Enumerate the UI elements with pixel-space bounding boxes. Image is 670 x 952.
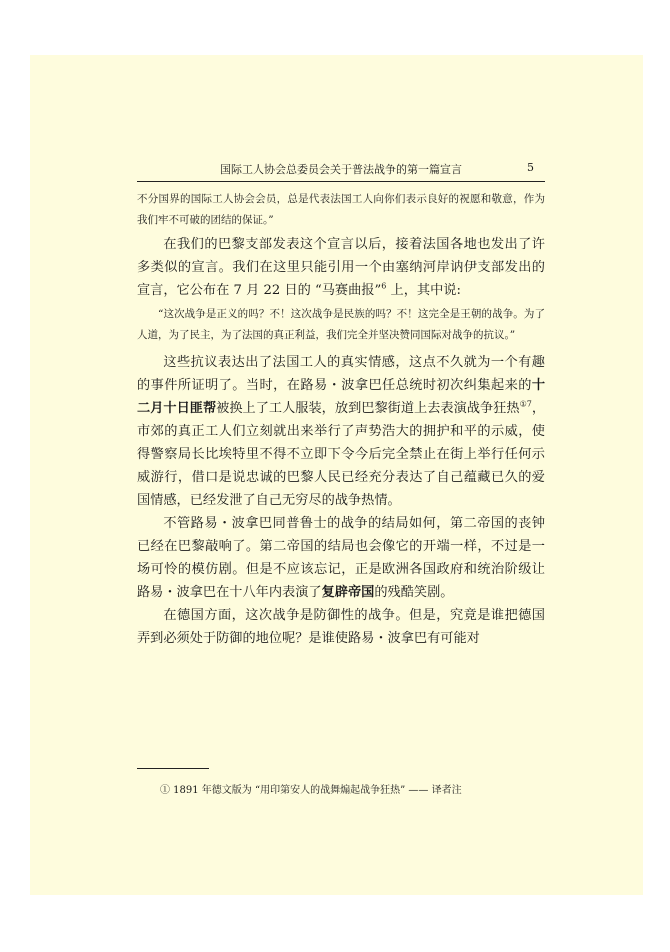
note-reference: 6 bbox=[381, 281, 387, 291]
paragraph: 不管路易・波拿巴同普鲁士的战争的结局如何，第二帝国的丧钟已经在巴黎敲响了。第二帝国的结局也会像它的开端一样，不过是一场可怜的模仿剧。但是不应该忘记，正是欧洲各国政府和统治阶级让路易・波拿巴在十八年内表演了复辟帝国的残酷笑剧。 bbox=[137, 516, 545, 600]
running-header bbox=[0, 0, 670, 190]
block-quote: “这次战争是正义的吗？不！这次战争是民族的吗？不！这完全是王朝的战争。为了人道，为了民主，为了法国的真正利益，我们完全并坚决赞同国际对战争的抗议。” bbox=[137, 308, 545, 341]
header-title: 国际工人协会总委员会关于普法战争的第一篇宣言 bbox=[220, 163, 462, 176]
footnote-rule bbox=[137, 768, 209, 769]
emphasis: 复辟帝国 bbox=[321, 585, 375, 600]
emphasis: 十二月十日匪帮 bbox=[137, 378, 545, 416]
paragraph: 这些抗议表达出了法国工人的真实情感，这点不久就为一个有趣的事件所证明了。当时，在路易・波拿巴任总统时初次纠集起来的十二月十日匪帮被换上了工人服装，放到巴黎街道上去表演战争狂热$^{①7}$，市郊的真正工人们立刻就出来举行了声势浩大的拥护和平的示威，使得警察局长比埃特里不得不立即下令今后完全禁止在街上举行任何示威游行，借口是说忠诚的巴黎人民已经充分表达了自己蕴藏已久的爱国情感，已经发泄了自己无穷尽的战争热情。 bbox=[137, 355, 546, 508]
paragraph: 在我们的巴黎支部发表这个宣言以后，接着法国各地也发出了许多类似的宣言。我们在这里只能引用一个由塞纳河岸讷伊支部发出的宣言，它公布在 7 月 22 日的 “马赛曲报”$^6$ 上，其中说: bbox=[137, 237, 545, 298]
paragraph-continuation: 不分国界的国际工人协会会员，总是代表法国工人向你们表示良好的祝愿和敬意，作为我们牢不可破的团结的保证。” bbox=[137, 193, 545, 226]
main-text bbox=[137, 189, 545, 650]
paragraph: 在德国方面，这次战争是防御性的战争。但是，究竟是谁把德国弄到必须处于防御的地位呢？是谁使路易・波拿巴有可能对 bbox=[137, 608, 545, 646]
footnote: ① 1891 年德文版为 “用印第安人的战舞煽起战争狂热” —— 译者注 bbox=[160, 785, 462, 796]
footnote-reference: ①7 bbox=[519, 399, 532, 409]
header-rule bbox=[137, 181, 545, 182]
page-number: 5 bbox=[527, 161, 534, 174]
